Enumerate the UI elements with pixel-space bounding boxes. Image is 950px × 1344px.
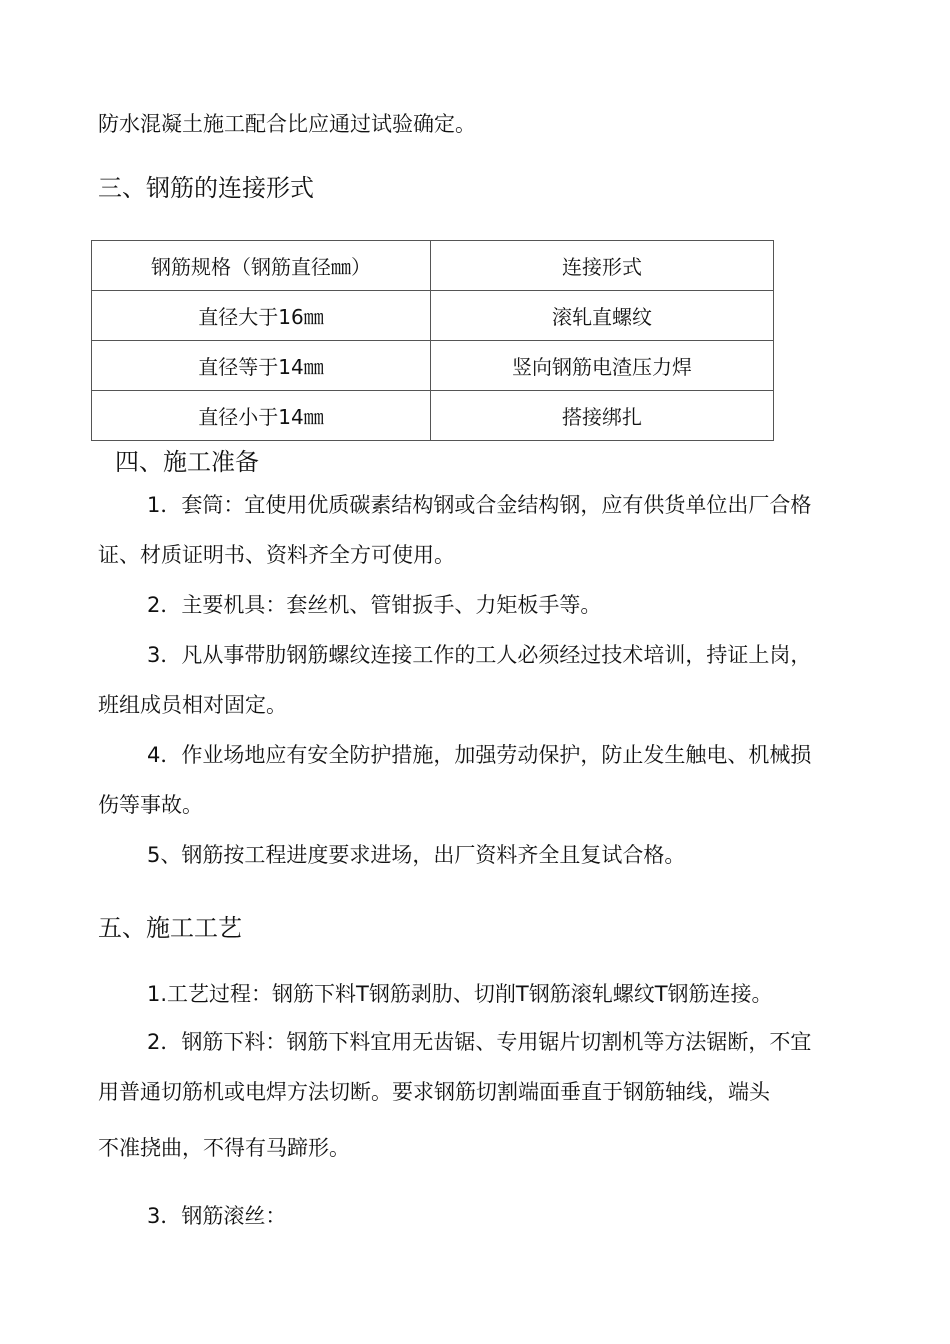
table-header-cell: 钢筋规格（钢筋直径㎜） [92,241,431,291]
table-row [92,391,774,441]
section-5-line: 不准挠曲，不得有马蹄形。 [98,1136,350,1160]
table-cell: 直径等于14㎜ [92,341,431,391]
section-4-heading: 四、施工准备 [115,448,259,476]
table-row [92,291,774,341]
table-cell: 竖向钢筋电渣压力焊 [431,341,774,391]
section-4-line: 2．主要机具：套丝机、管钳扳手、力矩板手等。 [147,593,602,617]
table-header-row [92,241,774,291]
paragraph-top: 防水混凝土施工配合比应通过试验确定。 [98,112,476,136]
section-5-line: 用普通切筋机或电焊方法切断。要求钢筋切割端面垂直于钢筋轴线，端头 [98,1080,770,1104]
table-header-cell: 连接形式 [431,241,774,291]
section-5-line: 1.工艺过程：钢筋下料T钢筋剥肋、切削T钢筋滚轧螺纹T钢筋连接。 [147,982,773,1006]
table-cell: 直径小于14㎜ [92,391,431,441]
table-cell: 滚轧直螺纹 [431,291,774,341]
section-4-line: 4．作业场地应有安全防护措施，加强劳动保护，防止发生触电、机械损 [147,743,812,767]
section-4-line: 伤等事故。 [98,793,203,817]
connection-table [91,240,774,441]
section-4-line: 3．凡从事带肋钢筋螺纹连接工作的工人必须经过技术培训，持证上岗， [147,643,812,667]
section-3-heading: 三、钢筋的连接形式 [98,174,314,202]
table-cell: 直径大于16㎜ [92,291,431,341]
section-4-line: 证、材质证明书、资料齐全方可使用。 [98,543,455,567]
table-row [92,341,774,391]
section-4-line: 班组成员相对固定。 [98,693,287,717]
table-cell: 搭接绑扎 [431,391,774,441]
section-5-line: 2．钢筋下料：钢筋下料宜用无齿锯、专用锯片切割机等方法锯断，不宜 [147,1030,812,1054]
section-4-line: 1．套筒：宜使用优质碳素结构钢或合金结构钢，应有供货单位出厂合格 [147,493,812,517]
section-4-line: 5、钢筋按工程进度要求进场，出厂资料齐全且复试合格。 [147,843,686,867]
section-5-line: 3．钢筋滚丝： [147,1204,287,1228]
section-5-heading: 五、施工工艺 [98,914,242,942]
